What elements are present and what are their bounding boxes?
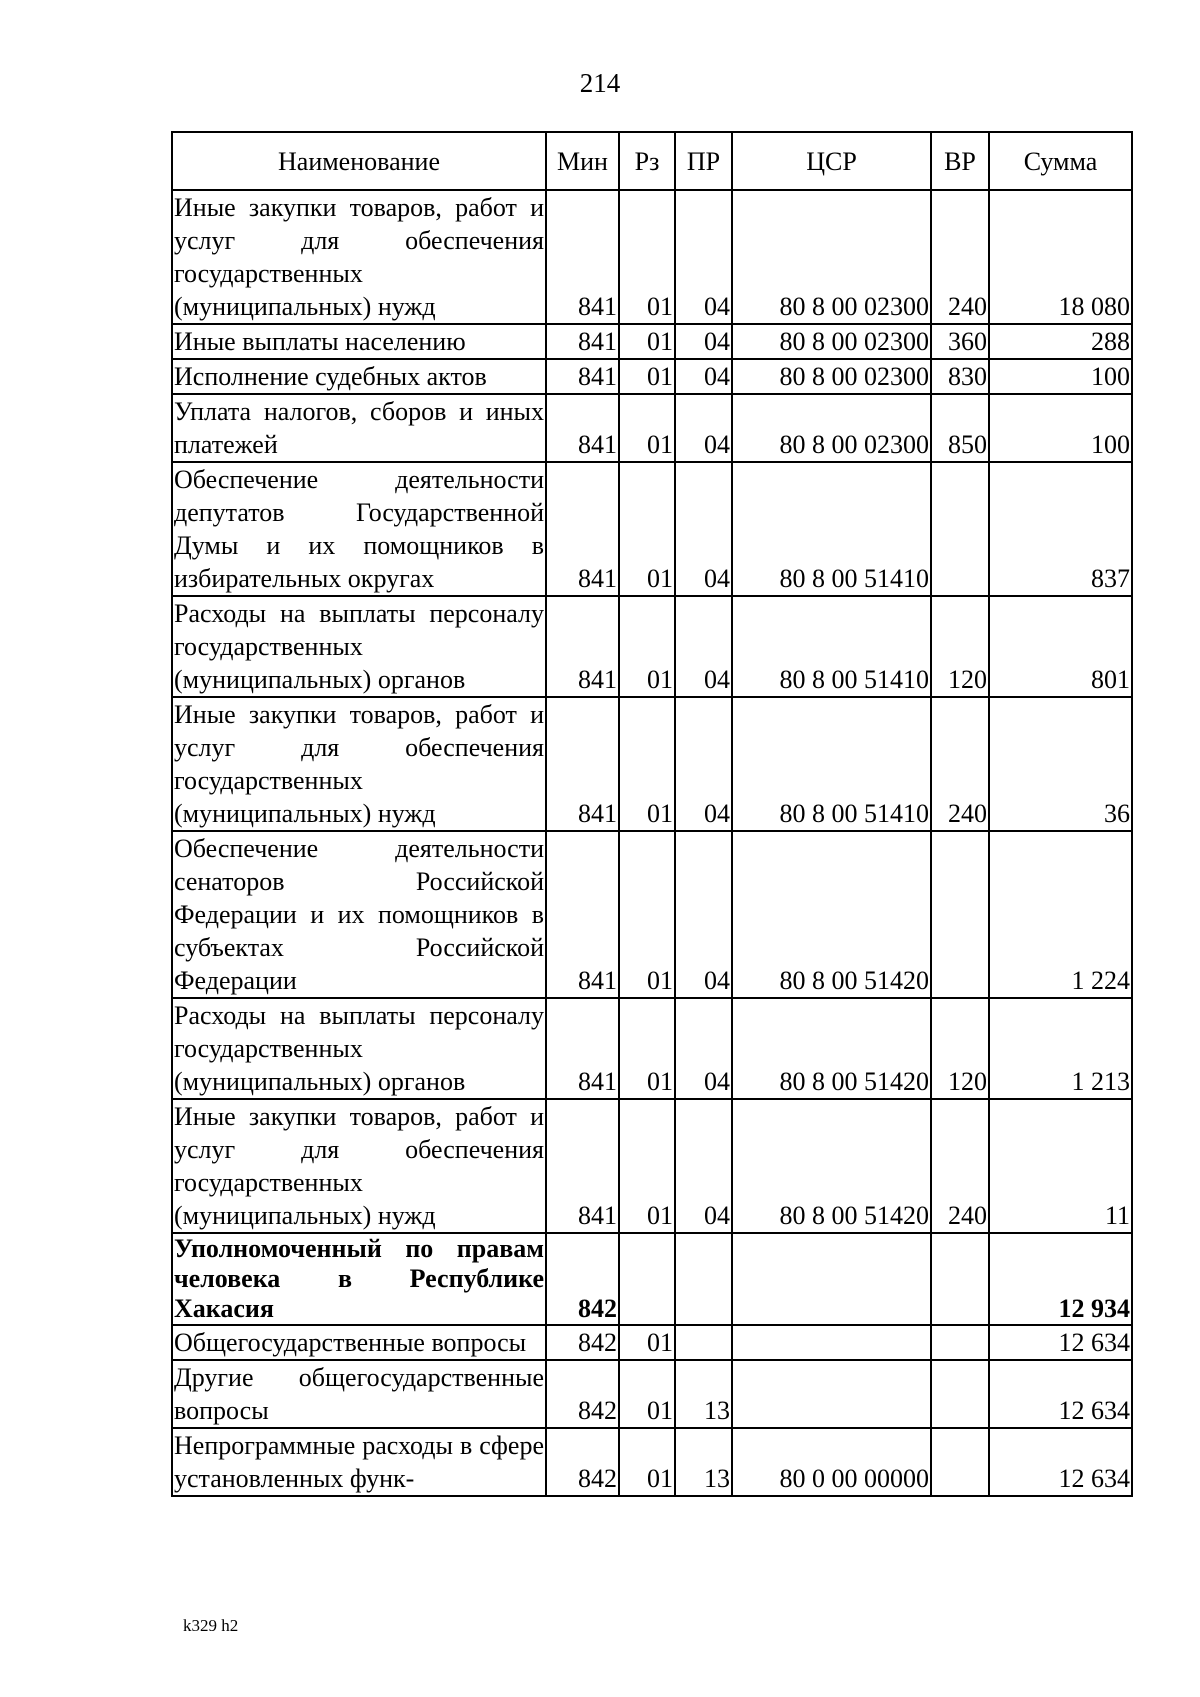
row-name: Уполномоченный по правам человека в Республике Хакасия [174, 1234, 544, 1323]
header-csr: ЦСР [732, 132, 931, 190]
row-rz: 01 [619, 1325, 675, 1360]
table-header-row [172, 132, 1132, 190]
row-pr: 04 [675, 359, 732, 394]
header-sum: Сумма [989, 132, 1132, 190]
row-csr: 80 8 00 51420 [732, 831, 931, 998]
footer-code: k329 h2 [183, 1616, 239, 1635]
table-row [172, 697, 1132, 831]
row-rz: 01 [619, 1099, 675, 1233]
table-body [172, 190, 1132, 1496]
row-sum: 837 [989, 462, 1132, 596]
row-sum: 1 213 [989, 998, 1132, 1099]
row-rz: 01 [619, 394, 675, 462]
row-rz: 01 [619, 831, 675, 998]
row-vr [931, 831, 989, 998]
row-csr [732, 1325, 931, 1360]
row-min: 841 [546, 359, 619, 394]
row-csr: 80 8 00 02300 [732, 324, 931, 359]
header-vr: ВР [931, 132, 989, 190]
row-name: Общегосударственные вопросы [172, 1325, 546, 1360]
header-name: Наименование [172, 132, 546, 190]
row-name: Иные закупки товаров, работ и услуг для обеспечения государственных (муниципальных) нужд [172, 1099, 546, 1233]
row-vr: 830 [931, 359, 989, 394]
header-rz: Рз [619, 132, 675, 190]
row-csr [732, 1233, 931, 1325]
row-vr: 240 [931, 697, 989, 831]
row-rz: 01 [619, 324, 675, 359]
row-rz [619, 1233, 675, 1325]
row-sum: 12 634 [989, 1325, 1132, 1360]
row-name: Расходы на выплаты персоналу государственных (муниципальных) органов [172, 998, 546, 1099]
table-row [172, 190, 1132, 324]
row-sum: 100 [989, 359, 1132, 394]
row-rz: 01 [619, 596, 675, 697]
row-vr: 850 [931, 394, 989, 462]
row-min: 841 [546, 190, 619, 324]
row-rz: 01 [619, 190, 675, 324]
row-name: Иные закупки товаров, работ и услуг для обеспечения государственных (муниципальных) нужд [172, 697, 546, 831]
row-min: 841 [546, 831, 619, 998]
table-row [172, 462, 1132, 596]
row-pr: 04 [675, 1099, 732, 1233]
row-min: 841 [546, 1099, 619, 1233]
row-pr [675, 1233, 732, 1325]
row-sum: 100 [989, 394, 1132, 462]
row-name: Уплата налогов, сборов и иных платежей [172, 394, 546, 462]
row-pr: 13 [675, 1360, 732, 1428]
row-pr: 04 [675, 998, 732, 1099]
row-pr: 04 [675, 697, 732, 831]
table-row [172, 831, 1132, 998]
row-vr: 120 [931, 998, 989, 1099]
row-min: 841 [546, 697, 619, 831]
page-number: 214 [579, 68, 621, 98]
table-row [172, 359, 1132, 394]
row-min: 842 [546, 1428, 619, 1496]
row-min: 842 [546, 1360, 619, 1428]
row-sum: 12 634 [989, 1428, 1132, 1496]
row-name: Обеспечение деятельности депутатов Государственной Думы и их помощников в избирательных округах [172, 462, 546, 596]
row-vr: 240 [931, 190, 989, 324]
row-rz: 01 [619, 1428, 675, 1496]
row-rz: 01 [619, 359, 675, 394]
row-min: 841 [546, 394, 619, 462]
row-pr: 04 [675, 394, 732, 462]
row-csr: 80 8 00 02300 [732, 190, 931, 324]
row-vr: 120 [931, 596, 989, 697]
row-min: 841 [546, 324, 619, 359]
row-name: Непрограммные расходы в сфере установленных функ- [172, 1428, 546, 1496]
row-min: 841 [546, 462, 619, 596]
row-sum: 36 [989, 697, 1132, 831]
row-csr: 80 8 00 51410 [732, 596, 931, 697]
row-name: Другие общегосударственные вопросы [172, 1360, 546, 1428]
row-min: 842 [546, 1233, 619, 1325]
row-sum: 12 634 [989, 1360, 1132, 1428]
row-pr: 04 [675, 190, 732, 324]
row-vr [931, 462, 989, 596]
row-csr: 80 8 00 02300 [732, 359, 931, 394]
row-name: Исполнение судебных актов [172, 359, 546, 394]
row-sum: 288 [989, 324, 1132, 359]
row-sum: 801 [989, 596, 1132, 697]
table-row [172, 1428, 1132, 1496]
row-vr [931, 1428, 989, 1496]
row-pr: 04 [675, 831, 732, 998]
table-row [172, 596, 1132, 697]
table-row [172, 1099, 1132, 1233]
row-pr: 13 [675, 1428, 732, 1496]
row-min: 841 [546, 596, 619, 697]
row-pr: 04 [675, 324, 732, 359]
row-sum: 12 934 [989, 1233, 1132, 1325]
row-pr: 04 [675, 462, 732, 596]
table-row [172, 1233, 1132, 1325]
table-row [172, 1360, 1132, 1428]
row-vr [931, 1325, 989, 1360]
row-vr: 360 [931, 324, 989, 359]
row-vr [931, 1360, 989, 1428]
row-name: Иные выплаты населению [172, 324, 546, 359]
row-sum: 11 [989, 1099, 1132, 1233]
row-rz: 01 [619, 998, 675, 1099]
row-csr: 80 8 00 51410 [732, 462, 931, 596]
header-min: Мин [546, 132, 619, 190]
row-min: 841 [546, 998, 619, 1099]
row-name: Обеспечение деятельности сенаторов Российской Федерации и их помощников в субъектах Российской Федерации [172, 831, 546, 998]
row-sum: 1 224 [989, 831, 1132, 998]
row-csr [732, 1360, 931, 1428]
table-row [172, 998, 1132, 1099]
row-sum: 18 080 [989, 190, 1132, 324]
row-csr: 80 8 00 51410 [732, 697, 931, 831]
row-rz: 01 [619, 462, 675, 596]
row-csr: 80 8 00 02300 [732, 394, 931, 462]
row-csr: 80 0 00 00000 [732, 1428, 931, 1496]
table-row [172, 1325, 1132, 1360]
row-name: Иные закупки товаров, работ и услуг для обеспечения государственных (муниципальных) нужд [172, 190, 546, 324]
row-rz: 01 [619, 697, 675, 831]
row-pr [675, 1325, 732, 1360]
table-row [172, 394, 1132, 462]
row-rz: 01 [619, 1360, 675, 1428]
row-csr: 80 8 00 51420 [732, 998, 931, 1099]
row-pr: 04 [675, 596, 732, 697]
header-pr: ПР [675, 132, 732, 190]
row-csr: 80 8 00 51420 [732, 1099, 931, 1233]
row-vr [931, 1233, 989, 1325]
budget-table [171, 131, 1133, 1497]
row-vr: 240 [931, 1099, 989, 1233]
row-min: 842 [546, 1325, 619, 1360]
row-name: Расходы на выплаты персоналу государственных (муниципальных) органов [172, 596, 546, 697]
table-row [172, 324, 1132, 359]
